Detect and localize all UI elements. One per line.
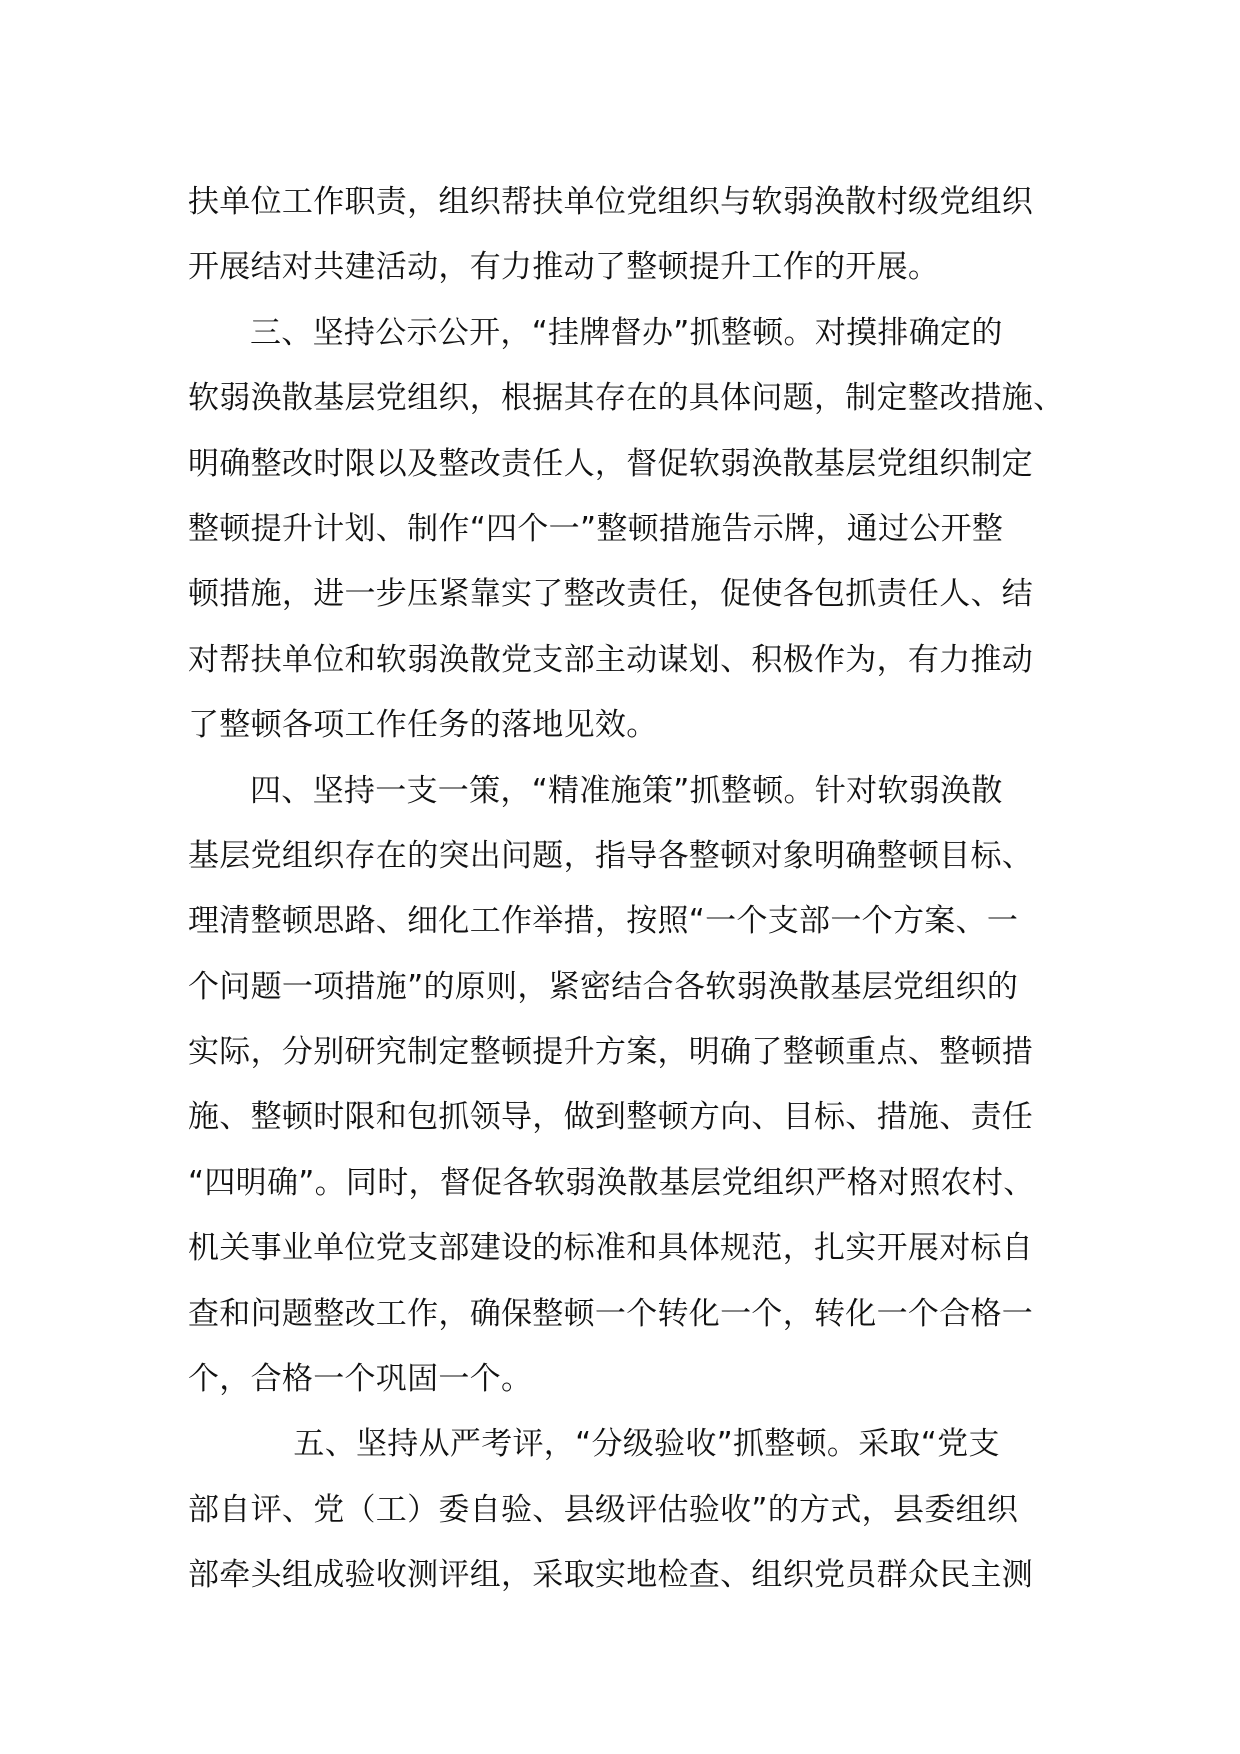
body-text-line: 机关事业单位党支部建设的标准和具体规范，扎实开展对标自 xyxy=(188,1230,1034,1267)
body-text-line: 三、坚持公示公开，“挂牌督办”抓整顿。对摸排确定的 xyxy=(250,314,1003,351)
body-text-line: 四、坚持一支一策，“精准施策”抓整顿。针对软弱涣散 xyxy=(250,772,1003,809)
body-text-line: 整顿提升计划、制作“四个一”整顿措施告示牌，通过公开整 xyxy=(188,510,1004,547)
body-text-line: 基层党组织存在的突出问题，指导各整顿对象明确整顿目标、 xyxy=(188,837,1034,874)
body-text-line: 实际，分别研究制定整顿提升方案，明确了整顿重点、整顿措 xyxy=(188,1034,1034,1071)
document-body xyxy=(188,170,1108,1609)
body-text-line: 个，合格一个巩固一个。 xyxy=(188,1361,533,1398)
body-text-line: 软弱涣散基层党组织，根据其存在的具体问题，制定整改措施、 xyxy=(188,380,1065,417)
body-text-line: 施、整顿时限和包抓领导，做到整顿方向、目标、措施、责任 xyxy=(188,1099,1034,1136)
body-text-line: 个问题一项措施”的原则，紧密结合各软弱涣散基层党组织的 xyxy=(188,968,1019,1005)
body-text-line: 了整顿各项工作任务的落地见效。 xyxy=(188,707,658,744)
body-text-line: “四明确”。同时，督促各软弱涣散基层党组织严格对照农村、 xyxy=(188,1164,1035,1201)
body-text-line: 对帮扶单位和软弱涣散党支部主动谋划、积极作为，有力推动 xyxy=(188,641,1034,678)
body-text-line: 明确整改时限以及整改责任人，督促软弱涣散基层党组织制定 xyxy=(188,445,1034,482)
body-text-line: 五、坚持从严考评，“分级验收”抓整顿。采取“党支 xyxy=(293,1426,1000,1463)
body-text-line: 部自评、党（工）委自验、县级评估验收”的方式，县委组织 xyxy=(188,1491,1019,1528)
body-text-line: 扶单位工作职责，组织帮扶单位党组织与软弱涣散村级党组织 xyxy=(188,184,1034,220)
body-text-line: 查和问题整改工作，确保整顿一个转化一个，转化一个合格一 xyxy=(188,1295,1034,1332)
body-text-line: 部牵头组成验收测评组，采取实地检查、组织党员群众民主测 xyxy=(188,1557,1034,1594)
body-text-line: 顿措施，进一步压紧靠实了整改责任，促使各包抓责任人、结 xyxy=(188,576,1034,613)
body-text-line: 开展结对共建活动，有力推动了整顿提升工作的开展。 xyxy=(188,249,940,286)
body-text-line: 理清整顿思路、细化工作举措，按照“一个支部一个方案、一 xyxy=(188,903,1019,940)
